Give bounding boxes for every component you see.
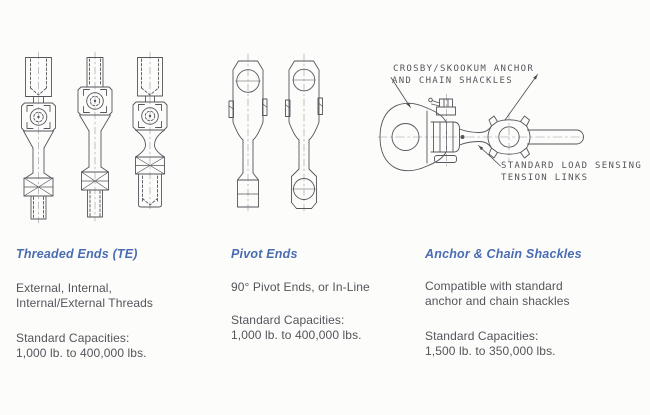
section-anchor-chain-shackles xyxy=(425,247,630,358)
capacity-value: 1,000 lb. to 400,000 lbs. xyxy=(231,328,362,342)
section-capacities xyxy=(425,329,556,359)
capacity-label: Standard Capacities: xyxy=(231,313,345,327)
section-description xyxy=(425,279,570,309)
section-description xyxy=(16,281,153,311)
capacity-value: 1,000 lb. to 400,000 lbs. xyxy=(16,346,147,360)
section-threaded-ends xyxy=(16,247,221,360)
shackle-callout-line2: AND CHAIN SHACKLES xyxy=(392,76,513,86)
pivot-end-drawing-2 xyxy=(286,54,323,214)
threaded-end-drawing-2 xyxy=(78,52,112,221)
section-description xyxy=(231,280,370,295)
capacity-label: Standard Capacities: xyxy=(16,331,130,345)
description-line: Compatible with standard xyxy=(425,279,563,293)
section-heading: Anchor & Chain Shackles xyxy=(425,247,582,261)
section-capacities xyxy=(16,331,147,361)
capacity-label: Standard Capacities: xyxy=(425,329,539,343)
tension-link-callout-line2: TENSION LINKS xyxy=(501,173,589,183)
section-heading: Threaded Ends (TE) xyxy=(16,247,138,261)
section-pivot-ends xyxy=(231,247,436,342)
description-line: External, Internal, xyxy=(16,281,112,295)
description-line: anchor and chain shackles xyxy=(425,294,570,308)
tension-link-callout-line1: STANDARD LOAD SENSING xyxy=(501,161,643,171)
description-line: 90° Pivot Ends, or In-Line xyxy=(231,280,370,294)
shackle-callout-line1: CROSBY/SKOOKUM ANCHOR xyxy=(393,64,535,74)
section-capacities xyxy=(231,313,362,343)
threaded-end-drawing-1 xyxy=(22,52,56,223)
section-heading: Pivot Ends xyxy=(231,247,298,261)
description-line: Internal/External Threads xyxy=(16,296,154,310)
capacity-value: 1,500 lb. to 350,000 lbs. xyxy=(425,344,556,358)
threaded-end-drawing-3 xyxy=(133,52,167,212)
pivot-end-drawing-1 xyxy=(229,54,267,212)
